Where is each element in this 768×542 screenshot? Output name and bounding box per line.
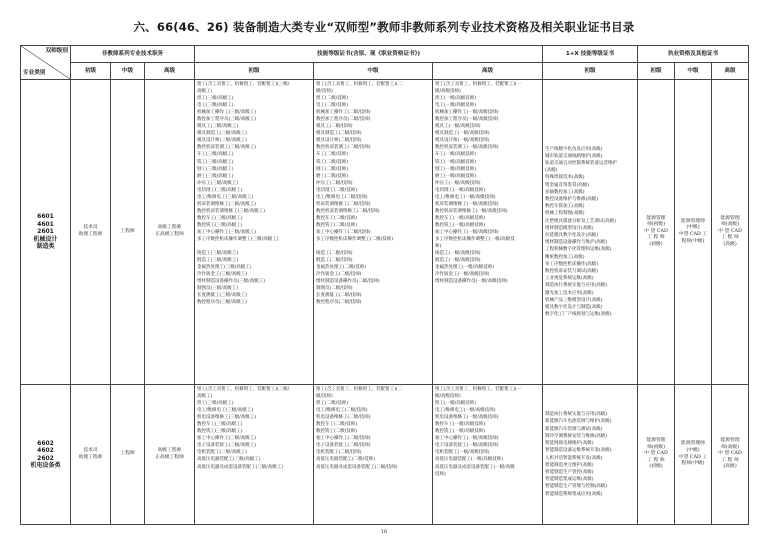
list-item: 数控车工(一级/高级技师) [435,215,486,221]
skill-mid-list [314,80,433,385]
list-item: 模具工(一级/高级技师) [435,124,481,130]
list-item: 钳工(含工具钳工、机修钳工、装配钳工)(二 [316,82,403,87]
list-item: 金属热处理工(二级/技师) [316,265,367,271]
list-item: 铸造工(二级/技师) [316,251,353,257]
list-item: 数控程序员(二级/技师) [316,300,362,306]
list-item: 拉延模具数字化设计(高级) [545,233,599,238]
list-item: 钳工(含工具钳工、机修钳工、装配钳工)(一 [435,387,522,392]
list-item: 多轴数控加工(高级) [545,189,585,195]
nt-senior-text: 高级工程师 正高级工程师 [155,447,184,460]
list-item: 电切削工(一级/高级技师) [435,187,486,193]
list-item: 模具制造工(三级/高级工) [197,131,248,137]
skill-senior-list [433,80,543,385]
practice-mid-text: 能源管理师 (中级) 中望 CAD 工 程师(中级) [678,218,708,244]
list-item: 数控机床安装与调试(高级) [545,269,599,275]
list-item: 制造执行系统实施与应用(高级) [545,412,608,418]
list-item: 加工中心操作工(三级/高级工) [197,436,257,442]
level-header: 高级 [145,63,195,80]
list-item: 数控铣工(二级/技师) [316,222,358,228]
list-item: 多工序数控机床操作调整工(二级/技师) [316,237,394,243]
nt-mid-text: 工程师 [120,228,135,234]
list-item: 模具工(三级/高级工) [197,124,239,130]
practice-junior-cell [638,385,675,525]
list-item: 数控程序员(三级/高级工) [197,300,248,306]
list-item: 金属热处理工(三级/高级工) [197,265,252,271]
group-header-practice: 执业资格及其他证书 [638,46,749,63]
list-item: 钳工(含工具钳工、机修钳工、装配钳工)(二 [316,387,403,392]
list-item: 多工序数控机床操作(高级) [545,261,599,267]
group-header-skill: 技能等级证书(含原、现《职业资格证书》) [195,46,543,63]
nt-mid-cell [111,385,145,525]
list-item: 焊工(二级/技师) [316,96,349,102]
list-item: 制图员(二级/技师) [316,286,353,292]
list-item: 焊工(三级/高级工) [197,401,234,407]
list-item: 精密数控加工(高级) [545,254,585,260]
level-header: 高级 [433,63,543,80]
list-item: 数控车铣加工(高级) [545,204,585,210]
list-item: 铸造工(一级/高级技师) [435,251,481,257]
list-item: 电子设备装接工(一级/高级技师) [435,443,499,449]
list-item: 加工中心操作工(一级/高级技师) [435,229,499,235]
list-item: 数控机床装调维修工(三级/高级工) [197,208,266,214]
x1-cert-list [543,80,638,385]
list-item: 电工/维修电工(二级/技师) [316,194,368,200]
list-item: 机械工程制图(高级) [545,211,585,217]
list-item: 磨工(三级/高级工) [197,173,234,179]
level-header: 中级 [675,63,712,80]
list-item: 车工(一级/高级技师) [435,152,477,158]
list-item: 电工/维修电工(二级/技师) [316,408,368,414]
list-item: 师) [435,244,442,250]
list-item: 增材制造模型设计(高级) [545,225,594,231]
practice-junior-text: 能源管理 师(初级) 中 望 CAD 工 程 师 (初级) [644,438,668,470]
list-item: 电机装配工(一级/高级技师) [435,450,490,456]
list-item: 激光加工技术应用(高级) [545,290,594,296]
nt-senior-cell [145,385,195,525]
list-item: 模具数字化设计与制造(高级) [545,305,603,311]
x1-cert-list [543,385,638,525]
list-item: 数控铣工(二级/技师) [316,429,358,435]
list-spacer [316,243,430,250]
list-item: 冲压工(一级/高级技师) [435,180,481,186]
list-item: 生产线数字化仿真应用(高级) [545,146,603,152]
list-item: 数控铣工(一级/高级技师) [435,429,486,435]
list-item: 高低压电器装配工(三级/高级工) [197,457,261,463]
list-item: 加工中心操作工(二级/技师) [316,229,371,235]
list-item: 锻造工(三级/高级工) [197,258,239,264]
group-header-1x: 1+X 技能等级证书 [543,46,638,63]
list-item: 级/高级技师) [435,89,461,95]
list-item: 冲压工(三级/高级工) [197,180,239,186]
list-item: 增材制造设备操作员(一级/高级技师) [435,279,508,285]
nt-senior-cell [145,80,195,385]
list-item: 智能制造生产管理与控制(高级) [545,484,608,490]
list-item: 数控车工(三级/高级工) [197,215,243,221]
nt-junior-cell [71,385,111,525]
list-item: 多工序数控机床操作调整工(一级/高级技 [435,237,515,243]
list-item: 数控设备维护与维修(高级) [545,196,599,202]
list-item: 电工/维修电工(三级/高级工) [197,194,254,200]
list-item: 数控加工程序员(三级/高级工) [197,117,257,123]
list-item: 焊工(三级/高级工) [197,96,234,102]
list-item: 模具设计师(三级/高级工) [197,138,248,144]
list-item: 数控加工程序员(一级/高级技师) [435,117,499,123]
list-item: 数字化工厂产线规划与运维(高级) [545,312,612,318]
list-item: 机电设备维修工(一级/高级技师) [435,415,499,421]
list-item: 智能制造集成运维(高级) [545,477,594,483]
list-item: 机械产品三维模型设计(高级) [545,297,603,303]
practice-mid-cell [675,385,712,525]
list-item: 数控机床装调维修工(二级/技师) [316,208,380,214]
list-item: 数控车工(二级/技师) [316,422,358,428]
list-item: 新能源汽车装调与测试(高级) [545,426,603,432]
list-item: 模具制造工(一级/高级技师) [435,131,490,137]
level-header: 初级 [195,63,314,80]
list-item: 智能网联电梯维护(高级) [545,441,594,447]
list-item: 数控铣工(一级/高级技师) [435,222,486,228]
list-item: 电工(一级/高级技师) [435,103,477,109]
list-item: 数控铣工(三级/高级工) [197,222,243,228]
list-item: 人机对话智能系统开发(高级) [545,455,603,461]
list-item: 长度测量工(二级/技师) [316,293,362,299]
practice-senior-cell [712,80,749,385]
list-item: 铸造工(三级/高级工) [197,251,239,257]
list-item: 电机装配工(三级/高级工) [197,450,248,456]
practice-senior-cell [712,385,749,525]
list-item: 锻造工(二级/技师) [316,258,353,264]
list-item: 机械加工操作工(二级/技师) [316,110,371,116]
list-item: 加工中心操作工(二级/技师) [316,436,371,442]
category-code-cell [21,385,71,525]
level-header: 高级 [712,63,749,80]
list-item: 模具工(二级/技师) [316,124,353,130]
corner-top-label: 双师级别 [45,48,68,54]
list-item: 车工(三级/高级工) [197,152,234,158]
list-item: 工程机械数字化管理和运维(高级) [545,247,612,253]
list-item: 冷作钣金工(二级/技师) [316,272,362,278]
corner-header-cell [21,46,71,80]
list-item: 资金属首饰鉴赏(高级) [545,182,590,188]
level-header: 中级 [111,63,145,80]
level-header: 初级 [71,63,111,80]
list-item: 制造执行系统实施与应用(高级) [545,283,608,289]
nt-junior-text: 技术员 助理工程师 [78,225,103,237]
list-item: 轨道交通自动控制系统装备运营维护 [545,160,618,166]
list-item: 电工/维修电工(一级/高级技师) [435,194,496,200]
list-item: 刨工(一级/高级技师) [435,166,477,172]
practice-senior-text: 能源管理 师(高级) 中 望 CAD 工 程 师 (高级) [718,438,742,470]
list-item: 钳工(含工具钳工、机修钳工、装配钳工)(三级/ [197,387,290,392]
list-item: 特殊焊接技术(高级) [545,175,585,181]
table-row [21,385,749,525]
list-item: 电切削工(二级/技师) [316,187,358,193]
certificate-table [20,45,749,525]
list-item: 数控机床装调工(三级/高级工) [197,145,257,151]
list-item: 铣工(三级/高级工) [197,159,234,165]
category-code: 6602 4602 2602 机电设备类 [30,439,61,469]
list-item: 模具设计师(一级/高级技师) [435,138,490,144]
list-item: 增材制造设备操作员(三级/高级工) [197,279,266,285]
list-item: 刨工(三级/高级工) [197,166,234,172]
list-item: 增材制造设备操作员(二级/技师) [316,279,380,285]
list-item: 金属热处理工(一级/高级技师) [435,265,495,271]
list-item: 焊工(一级/高级技师) [435,401,477,407]
category-code-cell [21,80,71,385]
list-item: 电机装配工(二级/技师) [316,450,362,456]
list-item: 注塑模具模流分析及工艺调试(高级) [545,218,617,224]
list-item: 机电设备维修工(三级/高级工) [197,415,257,421]
skill-senior-list [433,385,543,525]
list-item: 电工/维修电工(一级/高级技师) [435,408,496,414]
list-item: 工业视觉系统运维(高级) [545,276,594,282]
list-item: 制冷空调系统安装与维修(高级) [545,433,608,439]
list-item: 机械加工操作工(三级/高级工) [197,110,257,116]
practice-junior-text: 能源管理 师(初级) 中 望 CAD 工 程 师 (初级) [644,215,668,247]
list-item: 加工中心操作工(一级/高级技师) [435,436,499,442]
list-item: 多工序数控机床操作调整工(三级/高级工) [197,237,279,243]
list-item: 数控车工(二级/技师) [316,215,358,221]
list-item: 级/技师) [316,394,333,400]
list-spacer [197,243,311,250]
list-item: 数控铣工(三级/高级工) [197,429,243,435]
list-item: 电工(三级/高级工) [197,103,234,109]
page-number: 16 [380,529,388,535]
list-item: 技师) [435,471,446,477]
practice-mid-cell [675,80,712,385]
list-item: 机床装调维修工(三级/高级工) [197,201,257,207]
list-item: 数控机床装调工(二级/技师) [316,145,371,151]
nt-mid-cell [111,80,145,385]
list-item: 高级工) [197,89,213,95]
list-item: 数控车工(一级/高级技师) [435,422,486,428]
list-item: 高低压电器及成套设备装配工(一级/高级 [435,464,515,470]
list-item: 模具制造工(二级/技师) [316,131,362,137]
page-title: 六、66(46、26) 装备制造大类专业“双师型”教师非教师系列专业技术资格及相关职业证书目录 [133,20,635,34]
list-item: 机电设备维修工(二级/技师) [316,415,371,421]
list-item: 新能源汽车电池装调与维护(高级) [545,419,612,425]
list-item: 磨工(二级/技师) [316,173,349,179]
list-item: 高级工) [197,394,213,400]
list-item: 刨工(二级/技师) [316,166,349,172]
list-item: 高低压电器装配工(二级/技师) [316,457,376,463]
list-item: 电工/维修电工(三级/高级工) [197,408,254,414]
list-item: 电子设备装接工(三级/高级工) [197,443,257,449]
list-item: 钳工(含工具钳工、机修钳工、装配钳工)(三级/ [197,82,290,87]
list-item: 电工(二级/技师) [316,103,349,109]
skill-junior-list [195,80,314,385]
category-code: 6601 4601 2601 机械设计 制造类 [33,213,58,251]
skill-mid-list [314,385,433,525]
list-item: 长度测量工(三级/高级工) [197,293,248,299]
list-item: 数控车工(三级/高级工) [197,422,243,428]
list-item: 钳工(含工具钳工、机修钳工、装配钳工)(一 [435,82,522,87]
list-item: 冲压工(二级/技师) [316,180,353,186]
list-item: 铣工(二级/技师) [316,159,349,165]
skill-junior-list [195,385,314,525]
list-item: 电子设备装接工(二级/技师) [316,443,371,449]
practice-mid-text: 能源管理师 (中级) 中望 CAD 工 程师(中级) [678,441,708,467]
list-item: 增材制造设备操作与维护(高级) [545,240,608,246]
level-header: 初级 [638,63,675,80]
list-item: 车工(二级/技师) [316,152,349,158]
nt-mid-text: 工程师 [120,451,135,457]
list-item: 磨工(一级/高级技师) [435,173,477,179]
list-item: 数控加工程序员(二级/技师) [316,117,371,123]
practice-junior-cell [638,80,675,385]
group-header-nonteacher: 非教师系列专业技术职务 [71,46,195,63]
list-item: 数控机床装调工(一级/高级技师) [435,145,499,151]
list-item: 级/高级技师) [435,394,461,400]
list-item: 机床装调维修工(一级/高级技师) [435,201,499,207]
list-item: 锻造工(一级/高级技师) [435,258,481,264]
nt-senior-text: 高级工程师 正高级工程师 [155,225,184,237]
list-item: 级/技师) [316,89,333,95]
list-item: 智能制造系统集成应用(高级) [545,491,603,497]
list-item: 焊工(二级/技师) [316,401,349,407]
corner-bottom-label: 专业类别 [23,70,46,76]
list-item: 高低压电器及成套设备装配工(二级/技师) [316,464,398,470]
list-item: 机械加工操作工(一级/高级技师) [435,110,499,116]
list-item: 焊工(一级/高级技师) [435,96,477,102]
list-item: 高低压电器及成套设备装配工(三级/高级工) [197,464,284,470]
list-item: 冷作钣金工(一级/高级技师) [435,272,490,278]
list-item: 智能制造单元维护(高级) [545,462,594,468]
list-item: 加工中心操作工(三级/高级工) [197,229,257,235]
level-header: 初级 [543,63,638,80]
list-item: 数控机床装调维修工(一级/高级技师) [435,208,508,214]
list-item: 智能制造设备运维系统开发(高级) [545,448,612,454]
list-item: 铣工(一级/高级技师) [435,159,477,165]
list-item: 模具设计师(二级/技师) [316,138,362,144]
list-item: (高级) [545,168,558,174]
list-item: 冷作钣金工(三级/高级工) [197,272,248,278]
list-item: 电切削工(三级/高级工) [197,187,243,193]
practice-senior-text: 能源管理 师(高级) 中 望 CAD 工 程 师 (高级) [718,215,742,247]
list-item: 智能制造生产管控(高级) [545,469,594,475]
level-header: 中级 [314,63,433,80]
list-item: 机床装调维修工(二级/技师) [316,201,371,207]
table-row [21,80,749,385]
nt-junior-text: 技术员 助理工程师 [78,447,103,460]
list-item: 城市轨道交通线路维护(高级) [545,153,603,159]
nt-junior-cell [71,80,111,385]
list-item: 制图员(三级/高级工) [197,286,239,292]
list-item: 高低压电器装配工(一级/高级技师) [435,457,504,463]
